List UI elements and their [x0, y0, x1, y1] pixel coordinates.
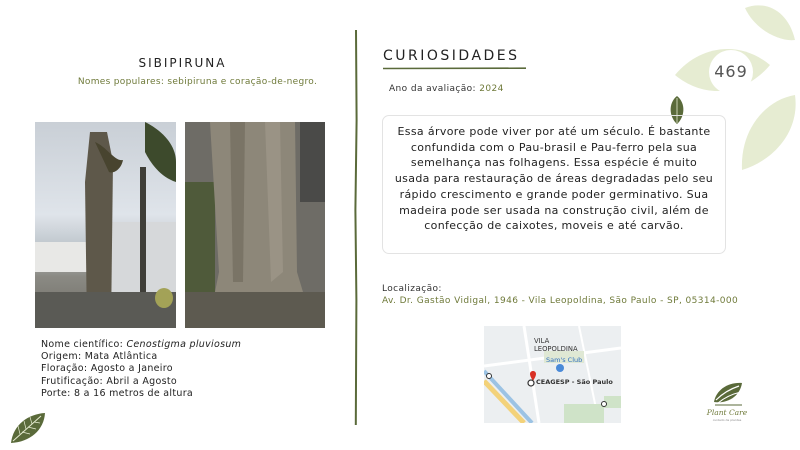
location-map[interactable] — [484, 326, 621, 423]
curiosities-heading: CURIOSIDADES — [383, 48, 520, 64]
location-address: Av. Dr. Gastão Vidigal, 1946 - Vila Leopoldina, São Paulo - SP, 05314-000 — [382, 296, 739, 306]
tree-photo-trunk — [185, 122, 325, 328]
evaluation-year-value: 2024 — [479, 84, 504, 94]
tree-number: 469 — [714, 62, 748, 81]
leaf-icon-bottom-left — [8, 410, 48, 446]
curiosities-text: Essa árvore pode viver por até um século. É bastante confundida com o Pau-brasil e Pau-ferro pela sua semelhança nas folhagens. Essa espécie é muito usada para restauração de áreas degradadas pelo seu rápido crescimento e grande poder germinativo. Sua madeira pode ser usada na construção civil, além de confecção de caixotes, moveis e até carvão. — [382, 115, 726, 254]
evaluation-year — [389, 84, 504, 94]
map-poi-sams-club: Sam's Club — [546, 356, 583, 364]
map-district-label: VILA LEOPOLDINA — [534, 337, 578, 353]
flowering: Floração: Agosto a Janeiro — [41, 363, 173, 375]
map-poi-ceagesp: CEAGESP - São Paulo — [536, 378, 613, 386]
brand-name: Plant Care — [706, 408, 748, 417]
evaluation-year-label: Ano da avaliação: — [389, 84, 476, 94]
origin: Origem: Mata Atlântica — [41, 351, 158, 363]
plant-care-logo-icon — [712, 380, 744, 406]
vertical-divider — [354, 30, 358, 425]
tree-photo-full — [35, 122, 176, 328]
scientific-name-label: Nome científico: — [41, 339, 127, 350]
popular-names: Nomes populares: sebipiruna e coração-de-negro. — [77, 77, 318, 87]
fruiting: Frutificação: Abril a Agosto — [41, 375, 177, 387]
scientific-name: Cenostigma pluviosum — [126, 339, 242, 350]
size: Porte: 8 a 16 metros de altura — [41, 387, 194, 399]
species-details — [41, 339, 241, 400]
scientific-name-row — [41, 339, 241, 351]
location-label: Localização: — [382, 284, 442, 294]
brand-tagline: cuidado de plantas — [712, 418, 742, 422]
heading-underline — [383, 67, 526, 70]
species-name: SIBIPIRUNA — [138, 56, 227, 70]
